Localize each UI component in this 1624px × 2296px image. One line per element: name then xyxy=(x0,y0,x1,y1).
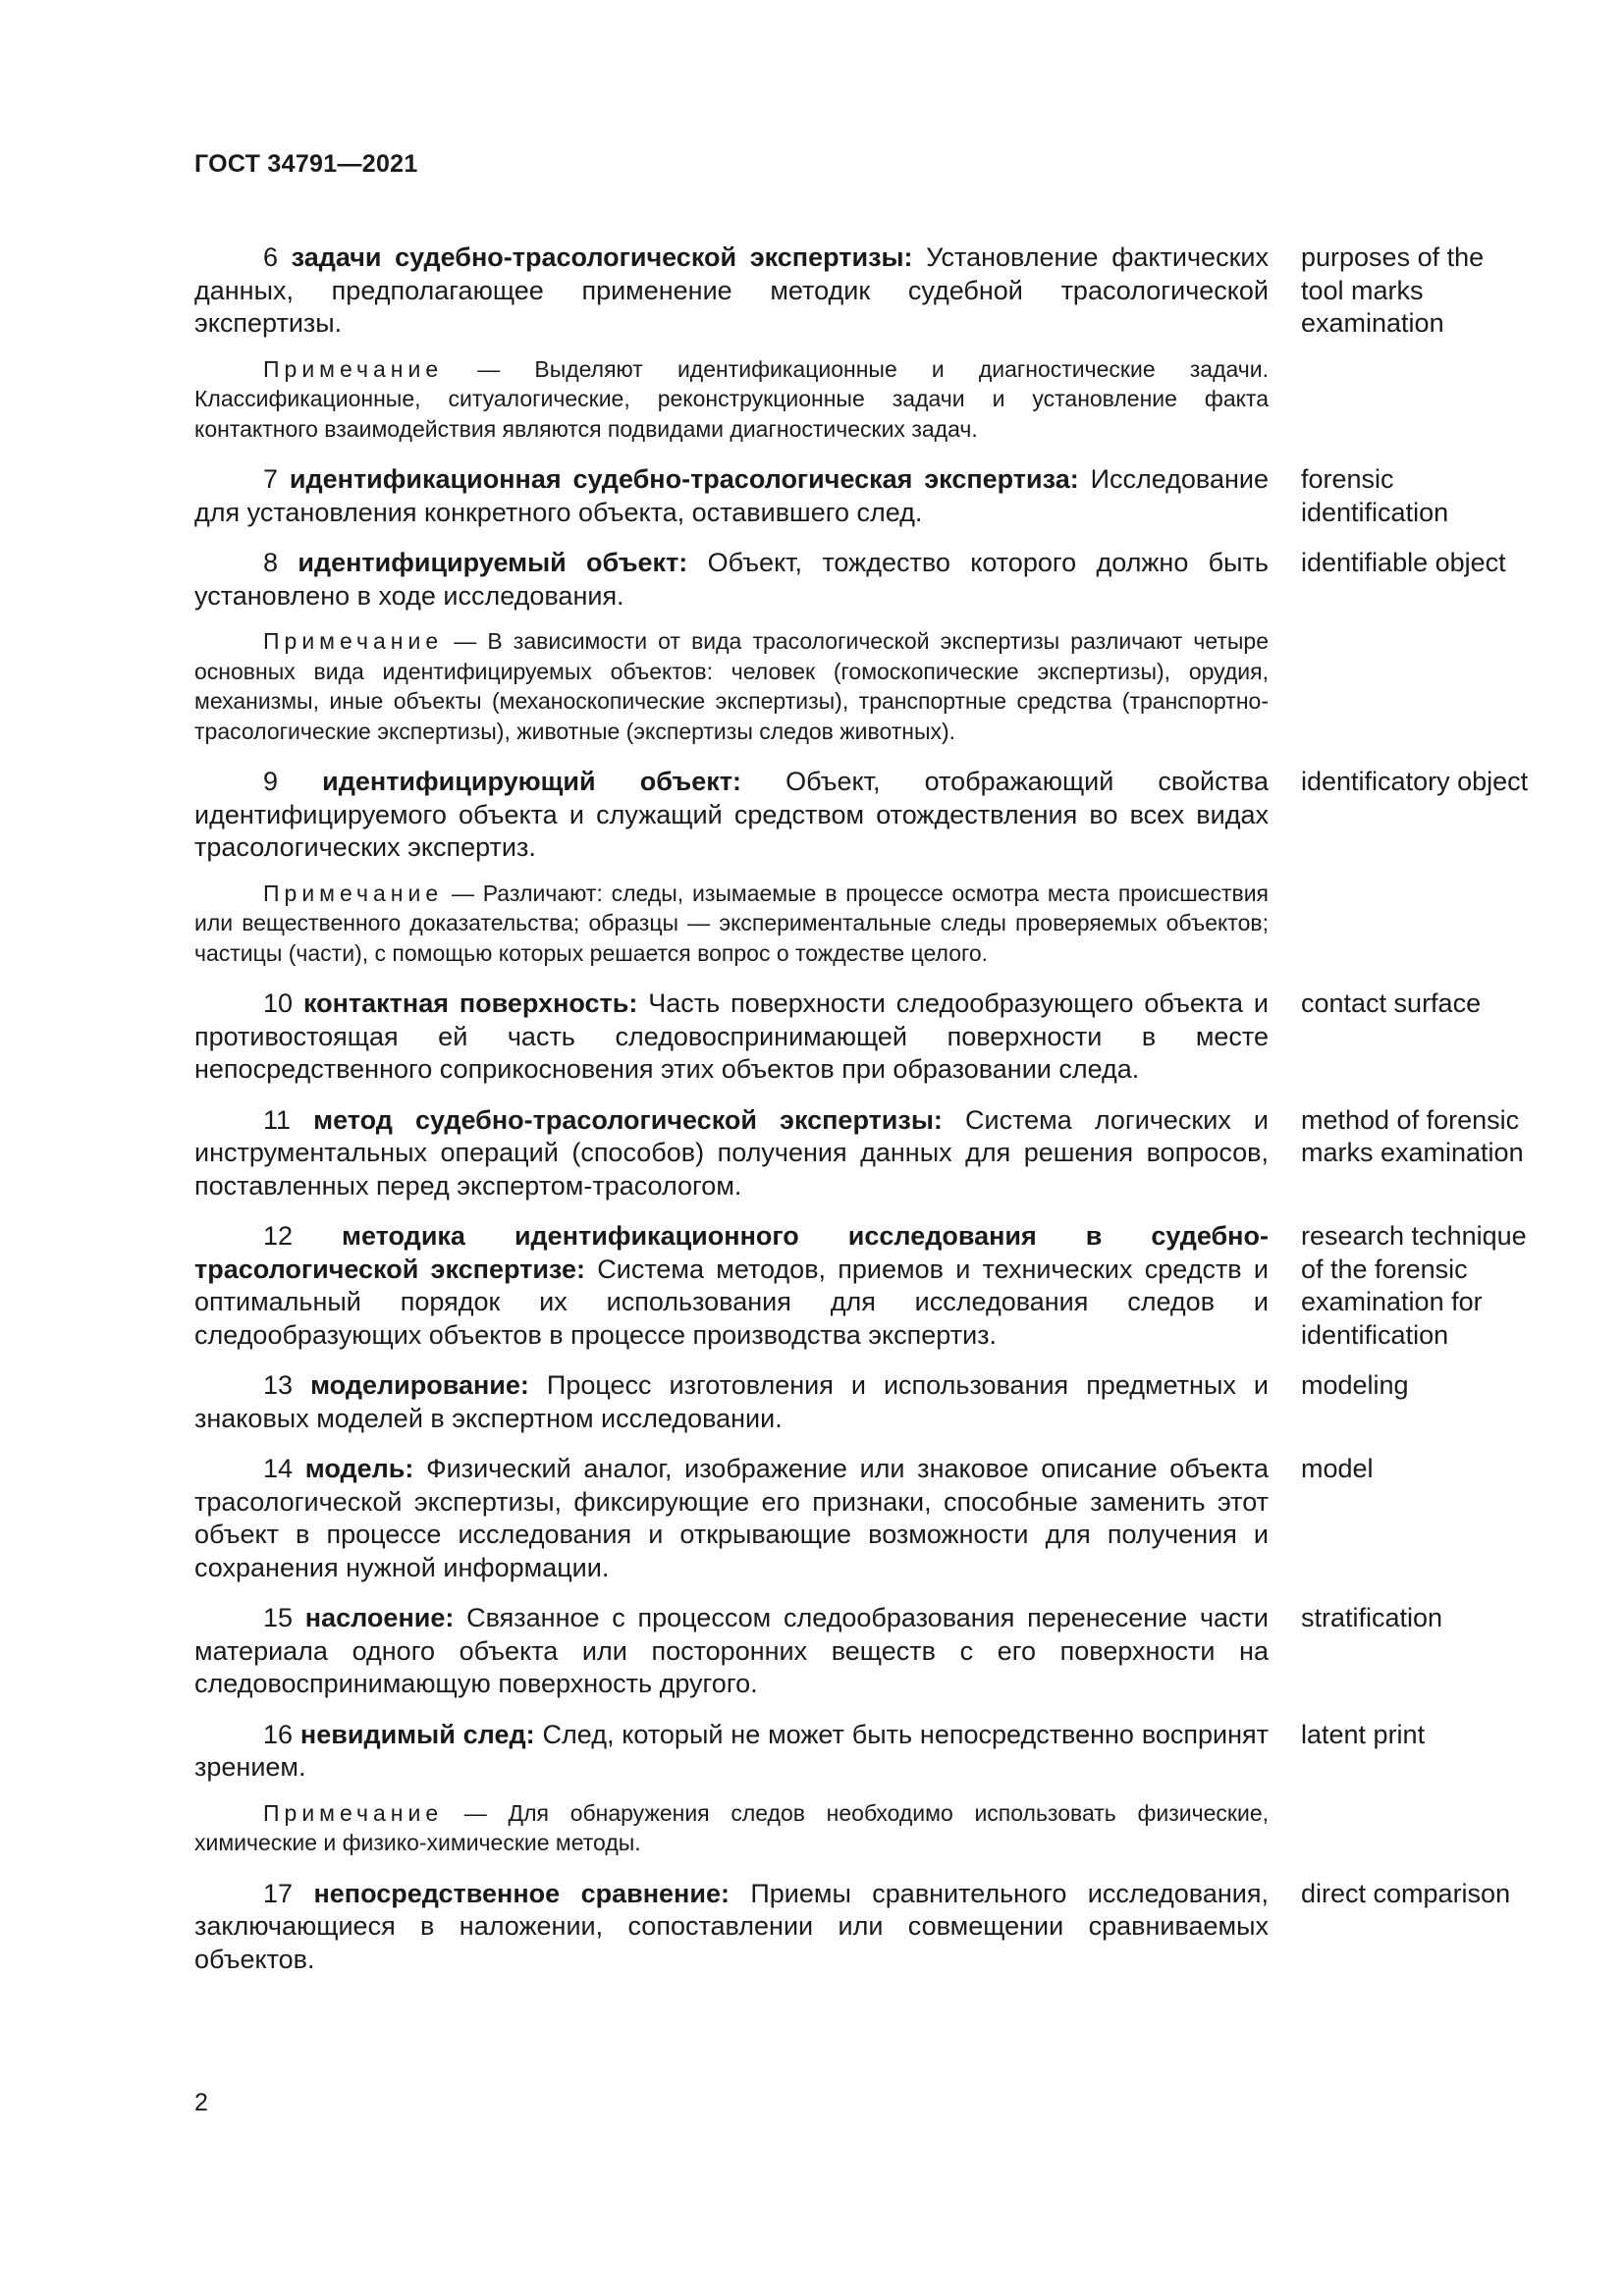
english-equivalent: modeling xyxy=(1301,1370,1409,1400)
definition-text: Физический аналог, изображение или знаковое описание объекта трасологической экспертизы, фиксирующие его признаки, способные заменить этот объект в процессе исследования и открывающие возможности для получения и сохранения нужной информации. xyxy=(194,1454,1269,1582)
note xyxy=(194,879,1269,969)
english-equivalent: identifiable object xyxy=(1301,548,1506,577)
term-number: 6 xyxy=(263,242,279,272)
term-title: моделирование: xyxy=(310,1370,529,1400)
note xyxy=(194,626,1269,746)
term-number: 12 xyxy=(263,1221,294,1251)
term-title: идентифицирующий объект: xyxy=(322,767,741,796)
document-header: ГОСТ 34791—2021 xyxy=(194,150,418,178)
note xyxy=(194,354,1269,445)
term-entry xyxy=(194,547,1530,613)
term-number: 11 xyxy=(263,1104,292,1135)
english-equivalent: latent print xyxy=(1301,1719,1426,1749)
note-text: Различают: следы, изымаемые в процессе осмотра места происшествия или вещественного доказательства; образцы — экспериментальные следы проверяемых объектов; частицы (части), с помощью которых решается вопрос о тождестве целого. xyxy=(194,880,1270,966)
definition-text: Система логических и инструментальных операций (способов) получения данных для решения вопросов, поставленных перед экспертом-трасологом. xyxy=(194,1104,1269,1201)
note xyxy=(194,1798,1269,1858)
term-entry xyxy=(194,766,1530,865)
note-label: Примечание xyxy=(263,628,444,654)
note-text: Для обнаружения следов необходимо использовать физические, химические и физико-химические методы. xyxy=(194,1799,1270,1855)
term-title: идентификационная судебно-трасологическая экспертиза: xyxy=(289,464,1079,494)
term-definition xyxy=(194,1719,1269,1785)
term-definition xyxy=(194,1220,1269,1352)
term-number: 13 xyxy=(263,1370,294,1400)
note-text: Выделяют идентификационные и диагностические задачи. Классификационные, ситуалогические, реконструкционные задачи и установление факта контактного взаимодействия являются подвидами диагностических задач. xyxy=(194,355,1269,442)
note-label: Примечание xyxy=(263,880,444,906)
term-title: невидимый след: xyxy=(299,1719,535,1749)
term-definition xyxy=(194,1453,1269,1584)
term-definition xyxy=(194,766,1269,865)
definition-text: След, который не может быть непосредственно воспринят зрением. xyxy=(194,1719,1269,1782)
term-number: 7 xyxy=(263,464,279,494)
term-definition xyxy=(194,1104,1269,1203)
term-entry xyxy=(194,1104,1530,1203)
definition-text: Процесс изготовления и использования предметных и знаковых моделей в экспертном исследовании. xyxy=(194,1370,1269,1433)
english-equivalent: model xyxy=(1301,1454,1374,1483)
term-title: непосредственное сравнение: xyxy=(313,1878,730,1908)
term-title: задачи судебно-трасологической экспертизы: xyxy=(291,242,913,272)
note-label: Примечание xyxy=(263,1799,444,1826)
definition-text: Приемы сравнительного исследования, заключающиеся в наложении, сопоставлении или совмещении сравниваемых объектов. xyxy=(194,1878,1269,1974)
english-equivalent: method of forensic marks examination xyxy=(1301,1104,1524,1167)
definition-text: Связанное с процессом следообразования перенесение части материала одного объекта или посторонних веществ с его поверхности на следовоспринимающую поверхность другого. xyxy=(194,1603,1269,1698)
definition-text: Объект, тождество которого должно быть установлено в ходе исследования. xyxy=(194,548,1269,611)
english-equivalent: stratification xyxy=(1301,1603,1443,1632)
note-dash: — xyxy=(454,628,477,654)
term-title: контактная поверхность: xyxy=(302,988,638,1018)
term-definition xyxy=(194,1602,1269,1701)
term-entry xyxy=(194,463,1530,529)
term-entry xyxy=(194,1719,1530,1785)
term-number: 16 xyxy=(263,1719,294,1749)
note-label: Примечание xyxy=(263,355,444,382)
term-title: модель: xyxy=(304,1454,414,1483)
term-entry xyxy=(194,1602,1530,1701)
term-definition xyxy=(194,241,1269,341)
term-entry xyxy=(194,1220,1530,1352)
note-text: В зависимости от вида трасологической экспертизы различают четыре основных вида идентифицируемых объектов: человек (гомоскопические экспертизы), орудия, механизмы, иные объекты (механоскопические экспертизы), транспортные средства (транспортно-трасологические экспертизы), животные (экспертизы следов животных). xyxy=(194,628,1270,744)
term-entry xyxy=(194,1878,1530,1977)
term-number: 17 xyxy=(263,1878,294,1908)
definition-text: Исследование для установления конкретного объекта, оставившего след. xyxy=(194,464,1269,527)
english-equivalent: forensic identification xyxy=(1301,464,1449,527)
term-number: 8 xyxy=(263,548,279,577)
terms-list xyxy=(194,241,1530,1994)
term-number: 15 xyxy=(263,1603,294,1632)
definition-text: Система методов, приемов и технических средств и оптимальный порядок их использования для исследования следов и следообразующих объектов в процессе производства экспертиз. xyxy=(194,1254,1269,1350)
definition-text: Часть поверхности следообразующего объекта и противостоящая ей часть следовоспринимающей поверхности в месте непосредственного соприкосновения этих объектов при образовании следа. xyxy=(194,988,1270,1084)
term-entry xyxy=(194,1453,1530,1584)
term-definition xyxy=(194,1369,1269,1435)
definition-text: Объект, отображающий свойства идентифицируемого объекта и служащий средством отождествления во всех видах трасологических экспертиз. xyxy=(194,767,1269,862)
note-dash: — xyxy=(451,880,474,906)
term-definition xyxy=(194,463,1269,529)
term-title: метод судебно-трасологической экспертизы: xyxy=(313,1104,943,1135)
term-definition xyxy=(194,547,1269,613)
term-entry xyxy=(194,1369,1530,1435)
definition-text: Установление фактических данных, предполагающее применение методик судебной трасологической экспертизы. xyxy=(194,242,1269,338)
term-definition xyxy=(194,1878,1269,1977)
term-definition xyxy=(194,988,1269,1087)
english-equivalent: direct comparison xyxy=(1301,1878,1511,1908)
english-equivalent: purposes of the tool marks examination xyxy=(1301,242,1485,338)
term-title: методика идентификационного исследования в судебно-трасологической экспертизе: xyxy=(194,1221,1269,1284)
english-equivalent: identificatory object xyxy=(1301,767,1529,796)
page-number: 2 xyxy=(194,2089,208,2116)
note-dash: — xyxy=(463,1799,487,1826)
note-dash: — xyxy=(477,355,501,382)
term-title: идентифицируемый объект: xyxy=(298,548,688,577)
english-equivalent: contact surface xyxy=(1301,988,1482,1018)
term-entry xyxy=(194,988,1530,1087)
english-equivalent: research technique of the forensic examination for identification xyxy=(1301,1221,1527,1350)
term-number: 9 xyxy=(263,767,279,796)
term-entry xyxy=(194,241,1530,341)
term-number: 10 xyxy=(263,988,294,1018)
term-title: наслоение: xyxy=(304,1603,455,1632)
term-number: 14 xyxy=(263,1454,294,1483)
